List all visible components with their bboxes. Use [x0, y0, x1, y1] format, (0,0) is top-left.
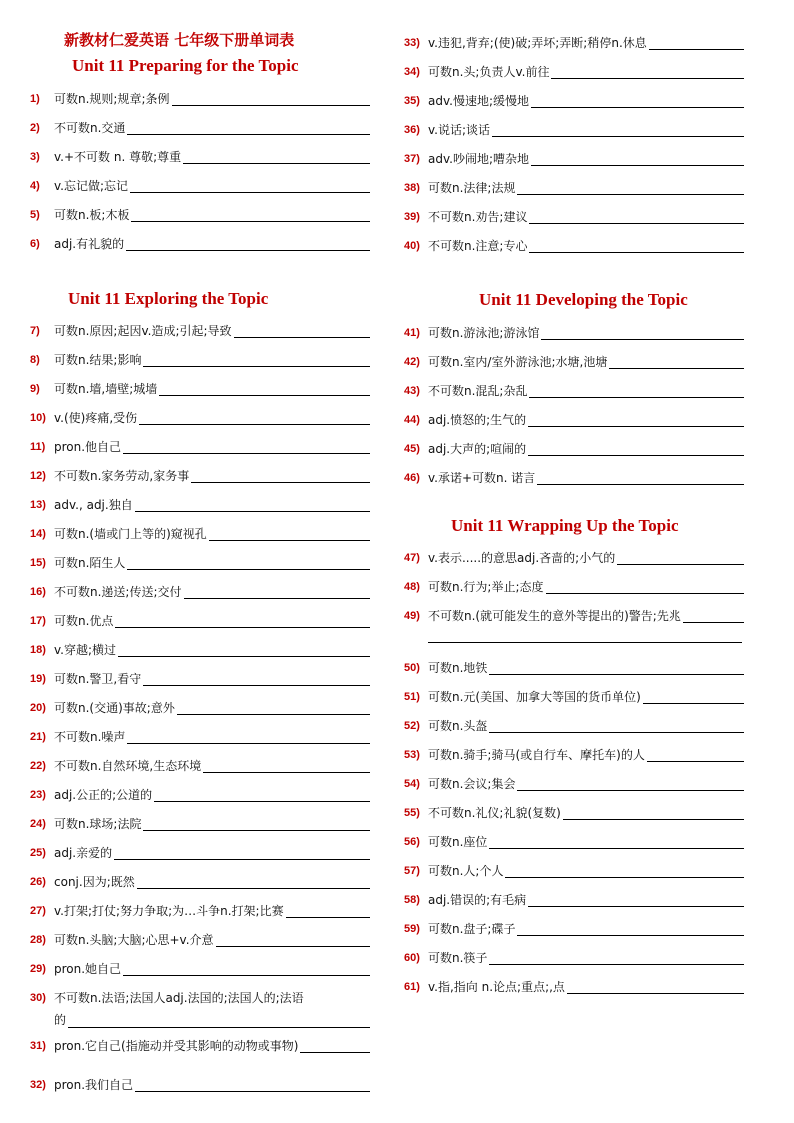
- item-number: 26): [30, 876, 46, 888]
- item-number: 16): [30, 586, 46, 598]
- item-definition: v.表示.....的意思adj.吝啬的;小气的: [428, 551, 616, 565]
- item-number: 4): [30, 180, 40, 192]
- answer-blank[interactable]: [489, 837, 744, 849]
- vocab-item: [30, 608, 370, 628]
- item-number: 53): [404, 749, 420, 761]
- item-number: 23): [30, 789, 46, 801]
- vocab-item: [30, 376, 370, 396]
- item-definition: 可数n.(墙或门上等的)窥视孔: [54, 527, 207, 541]
- item-number: 6): [30, 238, 40, 250]
- answer-blank[interactable]: [68, 1016, 370, 1028]
- answer-blank[interactable]: [143, 674, 370, 686]
- vocab-item: [30, 811, 370, 831]
- item-number: 18): [30, 644, 46, 656]
- item-definition: v.忘记做;忘记: [54, 179, 129, 193]
- answer-blank[interactable]: [528, 415, 744, 427]
- answer-blank[interactable]: [683, 611, 744, 623]
- vocab-item: [30, 840, 370, 860]
- vocab-item: [30, 463, 370, 483]
- answer-blank[interactable]: [183, 152, 370, 164]
- vocab-item: [30, 1072, 370, 1092]
- answer-blank[interactable]: [234, 326, 370, 338]
- item-definition: 可数n.行为;举止;态度: [428, 580, 544, 594]
- item-number: 49): [404, 610, 420, 622]
- item-definition: 可数n.陌生人: [54, 556, 126, 570]
- answer-blank[interactable]: [154, 790, 370, 802]
- item-number: 29): [30, 963, 46, 975]
- answer-blank[interactable]: [643, 692, 744, 704]
- item-definition: 不可数n.递送;传送;交付: [54, 585, 182, 599]
- vocab-item: [30, 318, 370, 338]
- item-definition: 可数n.头;负责人v.前往: [428, 65, 550, 79]
- answer-blank[interactable]: [127, 558, 370, 570]
- section-title-exploring: Unit 11 Exploring the Topic: [68, 289, 269, 308]
- vocab-item: [404, 829, 744, 849]
- vocab-item: [30, 347, 370, 367]
- vocab-item: [30, 115, 370, 135]
- item-definition: 可数n.游泳池;游泳馆: [428, 326, 540, 340]
- answer-blank[interactable]: [609, 357, 744, 369]
- answer-blank[interactable]: [649, 38, 744, 50]
- item-definition: pron.她自己: [54, 962, 122, 976]
- item-number: 55): [404, 807, 420, 819]
- answer-blank[interactable]: [118, 645, 370, 657]
- answer-blank[interactable]: [529, 386, 744, 398]
- answer-blank[interactable]: [489, 953, 744, 965]
- item-definition: 不可数n.礼仪;礼貌(复数): [428, 806, 561, 820]
- item-definition: 不可数n.交通: [54, 121, 126, 135]
- vocab-item: [404, 378, 744, 398]
- answer-blank[interactable]: [617, 553, 744, 565]
- item-definition: conj.因为;既然: [54, 875, 135, 889]
- vocab-item: [30, 86, 370, 106]
- answer-blank[interactable]: [143, 819, 370, 831]
- item-definition: v.穿越;横过: [54, 643, 117, 657]
- item-definition: pron.它自己(指施动并受其影响的动物或事物): [54, 1039, 299, 1053]
- answer-blank[interactable]: [177, 703, 370, 715]
- item-number: 1): [30, 93, 40, 105]
- item-number: 8): [30, 354, 40, 366]
- item-definition: adj.大声的;喧闹的: [428, 442, 527, 456]
- answer-blank[interactable]: [143, 355, 370, 367]
- item-definition: adv.慢速地;缓慢地: [428, 94, 529, 108]
- item-number: 51): [404, 691, 420, 703]
- item-definition: pron.我们自己: [54, 1078, 134, 1092]
- vocab-item: [404, 349, 744, 369]
- item-definition: v.打架;打仗;努力争取;为…斗争n.打架;比赛: [54, 904, 284, 918]
- item-number: 17): [30, 615, 46, 627]
- answer-blank[interactable]: [517, 924, 744, 936]
- vocab-item: [30, 173, 370, 193]
- answer-blank[interactable]: [209, 529, 370, 541]
- vocab-item: [30, 579, 370, 599]
- item-definition: 可数n.原因;起因v.造成;引起;导致: [54, 324, 232, 338]
- vocab-item: [404, 603, 744, 623]
- item-definition: 可数n.(交通)事故;意外: [54, 701, 175, 715]
- item-number: 9): [30, 383, 40, 395]
- item-definition: 可数n.地铁: [428, 661, 488, 675]
- item-definition: 可数n.会议;集会: [428, 777, 516, 791]
- vocab-item: [404, 436, 744, 456]
- vocab-item: [404, 655, 744, 675]
- vocab-item: [404, 88, 744, 108]
- answer-blank[interactable]: [489, 663, 744, 675]
- answer-blank[interactable]: [492, 125, 744, 137]
- item-definition: adj.愤怒的;生气的: [428, 413, 527, 427]
- answer-blank[interactable]: [135, 500, 370, 512]
- item-definition: pron.他自己: [54, 440, 122, 454]
- vocab-item: [30, 956, 370, 976]
- item-definition: 可数n.筷子: [428, 951, 488, 965]
- vocab-item: [404, 30, 744, 50]
- item-number: 50): [404, 662, 420, 674]
- answer-blank[interactable]: [505, 866, 744, 878]
- item-definition: 可数n.规则;规章;条例: [54, 92, 170, 106]
- vocab-item: [404, 858, 744, 878]
- vocab-item: [30, 782, 370, 802]
- item-number: 25): [30, 847, 46, 859]
- item-number: 32): [30, 1079, 46, 1091]
- item-number: 7): [30, 325, 40, 337]
- answer-blank[interactable]: [517, 183, 744, 195]
- vocab-item: [404, 800, 744, 820]
- item-definition: 可数n.骑手;骑马(或自行车、摩托车)的人: [428, 748, 645, 762]
- vocab-item: [404, 146, 744, 166]
- vocab-item: [404, 545, 744, 565]
- answer-blank[interactable]: [528, 444, 744, 456]
- item-number: 40): [404, 240, 420, 252]
- vocab-item: [404, 713, 744, 733]
- item-definition: 可数n.人;个人: [428, 864, 504, 878]
- answer-blank[interactable]: [130, 181, 370, 193]
- item-number: 3): [30, 151, 40, 163]
- answer-blank[interactable]: [428, 641, 742, 643]
- answer-blank[interactable]: [300, 1041, 370, 1053]
- vocab-item: [30, 695, 370, 715]
- item-definition: 不可数n.劝告;建议: [428, 210, 528, 224]
- answer-blank[interactable]: [191, 471, 370, 483]
- item-definition: 可数n.墙,墙壁;城墙: [54, 382, 158, 396]
- item-definition: 可数n.球场;法院: [54, 817, 142, 831]
- item-continuation: [54, 1011, 370, 1028]
- vocab-item: [404, 407, 744, 427]
- answer-blank[interactable]: [551, 67, 744, 79]
- item-definition: v.承诺+可数n. 诺言: [428, 471, 536, 485]
- item-definition: v.+不可数 n. 尊敬;尊重: [54, 150, 182, 164]
- answer-blank[interactable]: [286, 906, 370, 918]
- item-number: 5): [30, 209, 40, 221]
- answer-blank[interactable]: [139, 413, 370, 425]
- vocab-item: [404, 974, 744, 994]
- answer-blank[interactable]: [126, 239, 370, 251]
- vocab-item: [30, 434, 370, 454]
- vocab-item: [30, 666, 370, 686]
- item-definition: 不可数n.注意;专心: [428, 239, 528, 253]
- vocab-item: [404, 771, 744, 791]
- item-number: 30): [30, 992, 46, 1004]
- page-title: 新教材仁爱英语 七年级下册单词表: [64, 31, 295, 49]
- item-definition: 不可数n.(就可能发生的意外等提出的)警告;先兆: [428, 609, 681, 623]
- item-number: 2): [30, 122, 40, 134]
- item-number: 56): [404, 836, 420, 848]
- vocab-item: [30, 927, 370, 947]
- answer-blank[interactable]: [531, 154, 744, 166]
- item-definition: 可数n.优点: [54, 614, 114, 628]
- item-definition: 可数n.头脑;大脑;心思+v.介意: [54, 933, 214, 947]
- vocab-item: [404, 204, 744, 224]
- item-definition: 可数n.板;木板: [54, 208, 130, 222]
- vocab-item: [30, 898, 370, 918]
- item-number: 15): [30, 557, 46, 569]
- vocab-item: [404, 887, 744, 907]
- item-definition: adv.吵闹地;嘈杂地: [428, 152, 529, 166]
- item-definition: 可数n.座位: [428, 835, 488, 849]
- answer-blank[interactable]: [537, 473, 744, 485]
- answer-blank[interactable]: [114, 848, 370, 860]
- answer-blank[interactable]: [123, 442, 370, 454]
- vocab-item: [404, 945, 744, 965]
- item-definition: 可数n.结果;影响: [54, 353, 142, 367]
- item-number: 22): [30, 760, 46, 772]
- answer-blank[interactable]: [127, 732, 370, 744]
- item-definition: v.违犯,背弃;(使)破;弄坏;弄断;稍停n.休息: [428, 36, 647, 50]
- item-definition: 可数n.警卫,看守: [54, 672, 142, 686]
- vocab-item: [30, 492, 370, 512]
- item-definition: adj.有礼貌的: [54, 237, 125, 251]
- item-number: 41): [404, 327, 420, 339]
- answer-blank[interactable]: [184, 587, 370, 599]
- vocab-item: [404, 916, 744, 936]
- item-definition: adv., adj.独自: [54, 498, 133, 512]
- item-definition: 不可数n.噪声: [54, 730, 126, 744]
- answer-blank[interactable]: [489, 721, 744, 733]
- item-number: 13): [30, 499, 46, 511]
- item-definition: 不可数n.家务劳动,家务事: [54, 469, 190, 483]
- vocab-item: [404, 684, 744, 704]
- item-number: 58): [404, 894, 420, 906]
- section-title-preparing: Unit 11 Preparing for the Topic: [72, 56, 299, 75]
- item-number: 19): [30, 673, 46, 685]
- item-number: 10): [30, 412, 46, 424]
- item-definition: 不可数n.法语;法国人adj.法国的;法国人的;法语: [54, 991, 304, 1005]
- answer-blank[interactable]: [172, 94, 370, 106]
- item-number: 43): [404, 385, 420, 397]
- answer-blank[interactable]: [541, 328, 744, 340]
- item-definition: v.说话;谈话: [428, 123, 491, 137]
- item-definition-continued: 的: [54, 1013, 67, 1027]
- item-number: 61): [404, 981, 420, 993]
- vocab-item: [30, 231, 370, 251]
- item-number: 35): [404, 95, 420, 107]
- vocab-item: [30, 202, 370, 222]
- answer-blank[interactable]: [563, 808, 744, 820]
- item-definition: 可数n.头盔: [428, 719, 488, 733]
- item-number: 34): [404, 66, 420, 78]
- answer-blank[interactable]: [517, 779, 744, 791]
- item-number: 39): [404, 211, 420, 223]
- answer-blank[interactable]: [123, 964, 370, 976]
- item-number: 57): [404, 865, 420, 877]
- vocab-item: [30, 724, 370, 744]
- item-number: 38): [404, 182, 420, 194]
- item-number: 42): [404, 356, 420, 368]
- item-number: 60): [404, 952, 420, 964]
- item-definition: 可数n.室内/室外游泳池;水塘,池塘: [428, 355, 608, 369]
- vocab-item: [30, 144, 370, 164]
- section-title-developing: Unit 11 Developing the Topic: [479, 290, 688, 309]
- answer-blank[interactable]: [159, 384, 370, 396]
- item-definition: v.指,指向 n.论点;重点;,点: [428, 980, 565, 994]
- answer-blank[interactable]: [529, 212, 744, 224]
- item-number: 12): [30, 470, 46, 482]
- vocab-item: [30, 869, 370, 889]
- item-number: 20): [30, 702, 46, 714]
- vocab-item: [404, 465, 744, 485]
- item-number: 24): [30, 818, 46, 830]
- vocab-item: [404, 742, 744, 762]
- answer-blank[interactable]: [216, 935, 370, 947]
- item-number: 59): [404, 923, 420, 935]
- item-number: 27): [30, 905, 46, 917]
- vocab-item: [404, 574, 744, 594]
- item-definition: 可数n.元(美国、加拿大等国的货币单位): [428, 690, 641, 704]
- vocab-item: [404, 175, 744, 195]
- item-number: 54): [404, 778, 420, 790]
- item-definition: 可数n.盘子;碟子: [428, 922, 516, 936]
- item-number: 11): [30, 441, 46, 453]
- item-number: 33): [404, 37, 420, 49]
- item-number: 31): [30, 1040, 46, 1052]
- vocab-item: [30, 753, 370, 773]
- answer-blank[interactable]: [137, 877, 370, 889]
- answer-blank[interactable]: [131, 210, 370, 222]
- item-definition: 不可数n.混乱;杂乱: [428, 384, 528, 398]
- item-number: 47): [404, 552, 420, 564]
- answer-blank[interactable]: [203, 761, 370, 773]
- vocab-item: [404, 320, 744, 340]
- item-definition: adj.亲爱的: [54, 846, 113, 860]
- item-definition: adj.错误的;有毛病: [428, 893, 527, 907]
- answer-blank[interactable]: [135, 1080, 370, 1092]
- item-definition: adj.公正的;公道的: [54, 788, 153, 802]
- item-definition: 可数n.法律;法规: [428, 181, 516, 195]
- answer-blank[interactable]: [567, 982, 744, 994]
- section-title-wrapping-up: Unit 11 Wrapping Up the Topic: [451, 516, 679, 535]
- answer-blank[interactable]: [115, 616, 370, 628]
- answer-blank[interactable]: [546, 582, 744, 594]
- item-number: 48): [404, 581, 420, 593]
- answer-blank[interactable]: [127, 123, 370, 135]
- vocab-item: [404, 117, 744, 137]
- item-number: 45): [404, 443, 420, 455]
- answer-blank[interactable]: [531, 96, 744, 108]
- item-number: 46): [404, 472, 420, 484]
- item-number: 14): [30, 528, 46, 540]
- item-number: 36): [404, 124, 420, 136]
- item-number: 28): [30, 934, 46, 946]
- vocab-item: [30, 405, 370, 425]
- item-number: 37): [404, 153, 420, 165]
- vocab-item: [30, 550, 370, 570]
- vocab-item: [404, 59, 744, 79]
- item-number: 21): [30, 731, 46, 743]
- vocab-item: [30, 521, 370, 541]
- answer-blank[interactable]: [528, 895, 744, 907]
- answer-blank[interactable]: [529, 241, 744, 253]
- item-definition: v.(使)疼痛,受伤: [54, 411, 138, 425]
- answer-blank[interactable]: [647, 750, 744, 762]
- item-number: 52): [404, 720, 420, 732]
- item-definition: 不可数n.自然环境,生态环境: [54, 759, 202, 773]
- vocab-item: [30, 637, 370, 657]
- item-number: 44): [404, 414, 420, 426]
- vocab-item: [30, 1033, 370, 1053]
- vocab-item: [30, 985, 370, 1005]
- vocab-item: [404, 233, 744, 253]
